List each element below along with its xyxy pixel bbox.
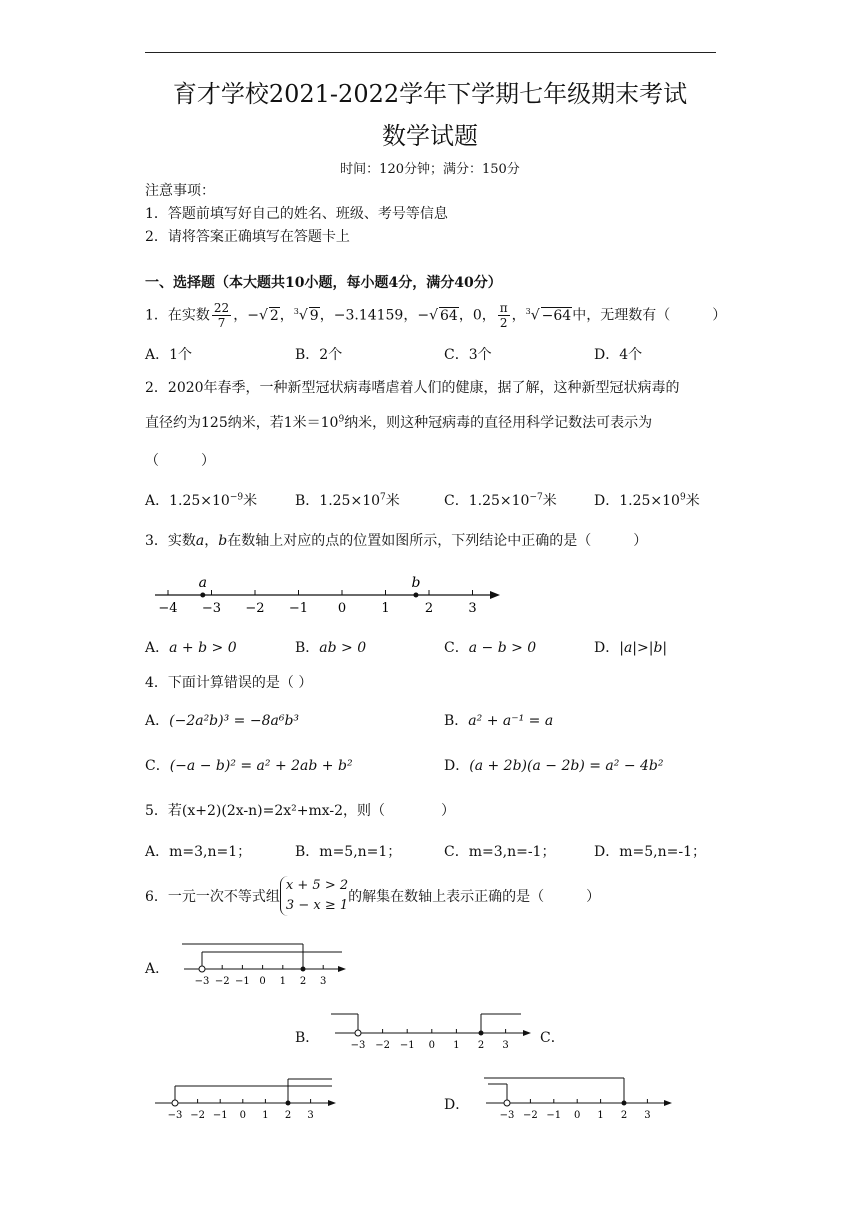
axis-tick-label: 0: [337, 601, 347, 616]
option-a: A．m=3,n=1；: [145, 844, 252, 860]
option-b-label: B．: [295, 1030, 320, 1046]
option-b: B．$1.25\times 10^7$米: [295, 492, 400, 509]
option-d: D．(a + 2b)(a − 2b) = a² − 4b²: [444, 758, 664, 774]
axis-tick-label: −2: [190, 1110, 205, 1121]
axis-tick-label: 0: [574, 1110, 581, 1121]
number-line-option-a: [178, 938, 350, 990]
option-c-label: C．: [540, 1030, 565, 1046]
axis-tick-label: 3: [502, 1040, 509, 1051]
option-a: A．$1.25\times 10^{-9}$米: [145, 492, 258, 509]
option-c: C．(−a − b)² = a² + 2ab + b²: [145, 758, 353, 774]
option-c: C．$1.25\times 10^{-7}$米: [444, 492, 557, 509]
fraction: $\frac{\pi}{2}$: [499, 301, 508, 331]
option-d: D．$1.25\times 10^9$米: [594, 492, 700, 509]
option-d: D．|a|>|b|: [594, 640, 668, 656]
axis-tick-label: −1: [288, 601, 309, 616]
axis-tick-label: −2: [214, 976, 230, 987]
axis-tick-label: 2: [284, 1110, 292, 1121]
axis-tick-label: 0: [428, 1040, 435, 1051]
axis-tick-label: 3: [307, 1110, 314, 1121]
option-c: C．m=3,n=-1；: [444, 844, 556, 860]
option-a: A．(−2a²b)³ = −8a⁶b³: [145, 713, 300, 729]
axis-tick-label: 0: [239, 1110, 246, 1121]
point-a-label: a: [198, 575, 207, 591]
question-1-stem: 1．在实数 $\frac{22}{7}$ ，−√ 2，$^3$√ 9，−3.14159，−√ 64，0， $\frac{\pi}{2}$ ，$^3$√ −64中，无理数有（ ）: [145, 301, 727, 331]
axis-tick-label: −3: [167, 1110, 183, 1121]
axis-tick-label: −1: [212, 1110, 228, 1121]
axis-tick-label: −4: [158, 601, 178, 616]
option-d: D．4个: [594, 347, 643, 363]
number-line-option-c: [150, 1075, 340, 1127]
option-a-label: A．: [145, 961, 170, 977]
axis-tick-label: 2: [299, 976, 307, 987]
axis-tick-label: 1: [279, 976, 286, 987]
point-b-label: b: [411, 575, 421, 591]
question-2-stem-line2: 直径约为125纳米，若1米$=10^9$纳米，则这种冠病毒的直径用科学记数法可表示为: [145, 414, 653, 431]
answer-bracket: （ ）: [145, 453, 215, 469]
number-line-option-b: [325, 1006, 535, 1058]
question-2-stem: 2．2020年春季，一种新型冠状病毒嗜虐着人们的健康，据了解，这种新型冠状病毒的: [145, 380, 680, 396]
axis-tick-label: 3: [320, 976, 327, 987]
axis-tick-label: −1: [235, 976, 250, 987]
question-5-stem: 5．若(x+2)(2x-n)=2x²+mx-2，则（ ）: [145, 803, 456, 819]
axis-tick-label: 2: [477, 1040, 485, 1051]
fraction: $\frac{22}{7}$: [213, 301, 230, 331]
axis-tick-label: 1: [262, 1110, 269, 1121]
axis-tick-label: −3: [499, 1110, 515, 1121]
option-b: B．ab > 0: [295, 640, 367, 656]
note-item: 2．请将答案正确填写在答题卡上: [145, 229, 350, 245]
axis-tick-label: 1: [453, 1040, 460, 1051]
option-c: C．3个: [444, 347, 492, 363]
option-b: B．a² + a⁻¹ = a: [444, 713, 554, 729]
point-b: [413, 593, 418, 598]
option-c: C．a − b > 0: [444, 640, 537, 656]
axis-tick-label: −1: [399, 1040, 415, 1051]
axis-tick-label: 3: [644, 1110, 651, 1121]
notes-heading: 注意事项：: [145, 183, 215, 199]
axis-tick-label: −2: [375, 1040, 390, 1051]
axis-tick-label: 1: [381, 601, 390, 616]
section-heading: 一、选择题（本大题共10小题，每小题4分，满分40分）: [145, 275, 502, 291]
axis-tick-label: −3: [194, 976, 210, 987]
axis-tick-label: 1: [597, 1110, 604, 1121]
axis-tick-label: −3: [201, 601, 222, 616]
axis-tick-label: −3: [350, 1040, 366, 1051]
option-b: B．2个: [295, 347, 343, 363]
axis-tick-label: 2: [620, 1110, 628, 1121]
point-a: [200, 593, 205, 598]
inequality-system: x + 5 > 2 3 − x ≥ 1: [280, 876, 348, 916]
note-item: 1．答题前填写好自己的姓名、班级、考号等信息: [145, 206, 448, 222]
option-a: A．1个: [145, 347, 193, 363]
axis-tick-label: 0: [259, 976, 266, 987]
top-rule: [145, 52, 716, 53]
option-a: A．a + b > 0: [145, 640, 237, 656]
option-b: B．m=5,n=1；: [295, 844, 402, 860]
time-info: 时间：120分钟；满分：150分: [340, 162, 520, 177]
exam-title: 育才学校2021-2022学年下学期七年级期末考试: [172, 80, 688, 108]
axis-tick-label: 3: [468, 601, 477, 616]
question-6-stem: 6．一元一次不等式组 x + 5 > 2 3 − x ≥ 1 的解集在数轴上表示正确的是（ ）: [145, 876, 600, 916]
exam-subtitle: 数学试题: [382, 122, 478, 150]
number-line-option-d: [478, 1072, 678, 1124]
axis-tick-label: −1: [546, 1110, 562, 1121]
question-4-stem: 4．下面计算错误的是（ ）: [145, 675, 313, 691]
option-d: D．m=5,n=-1；: [594, 844, 706, 860]
question-3-stem: 3．实数a，b在数轴上对应的点的位置如图所示，下列结论中正确的是（ ）: [145, 533, 648, 549]
axis-tick-label: −2: [523, 1110, 538, 1121]
axis-tick-label: 2: [424, 601, 434, 616]
axis-tick-label: −2: [245, 601, 265, 616]
option-d-label: D．: [444, 1097, 470, 1113]
number-line-q3: [150, 570, 510, 620]
